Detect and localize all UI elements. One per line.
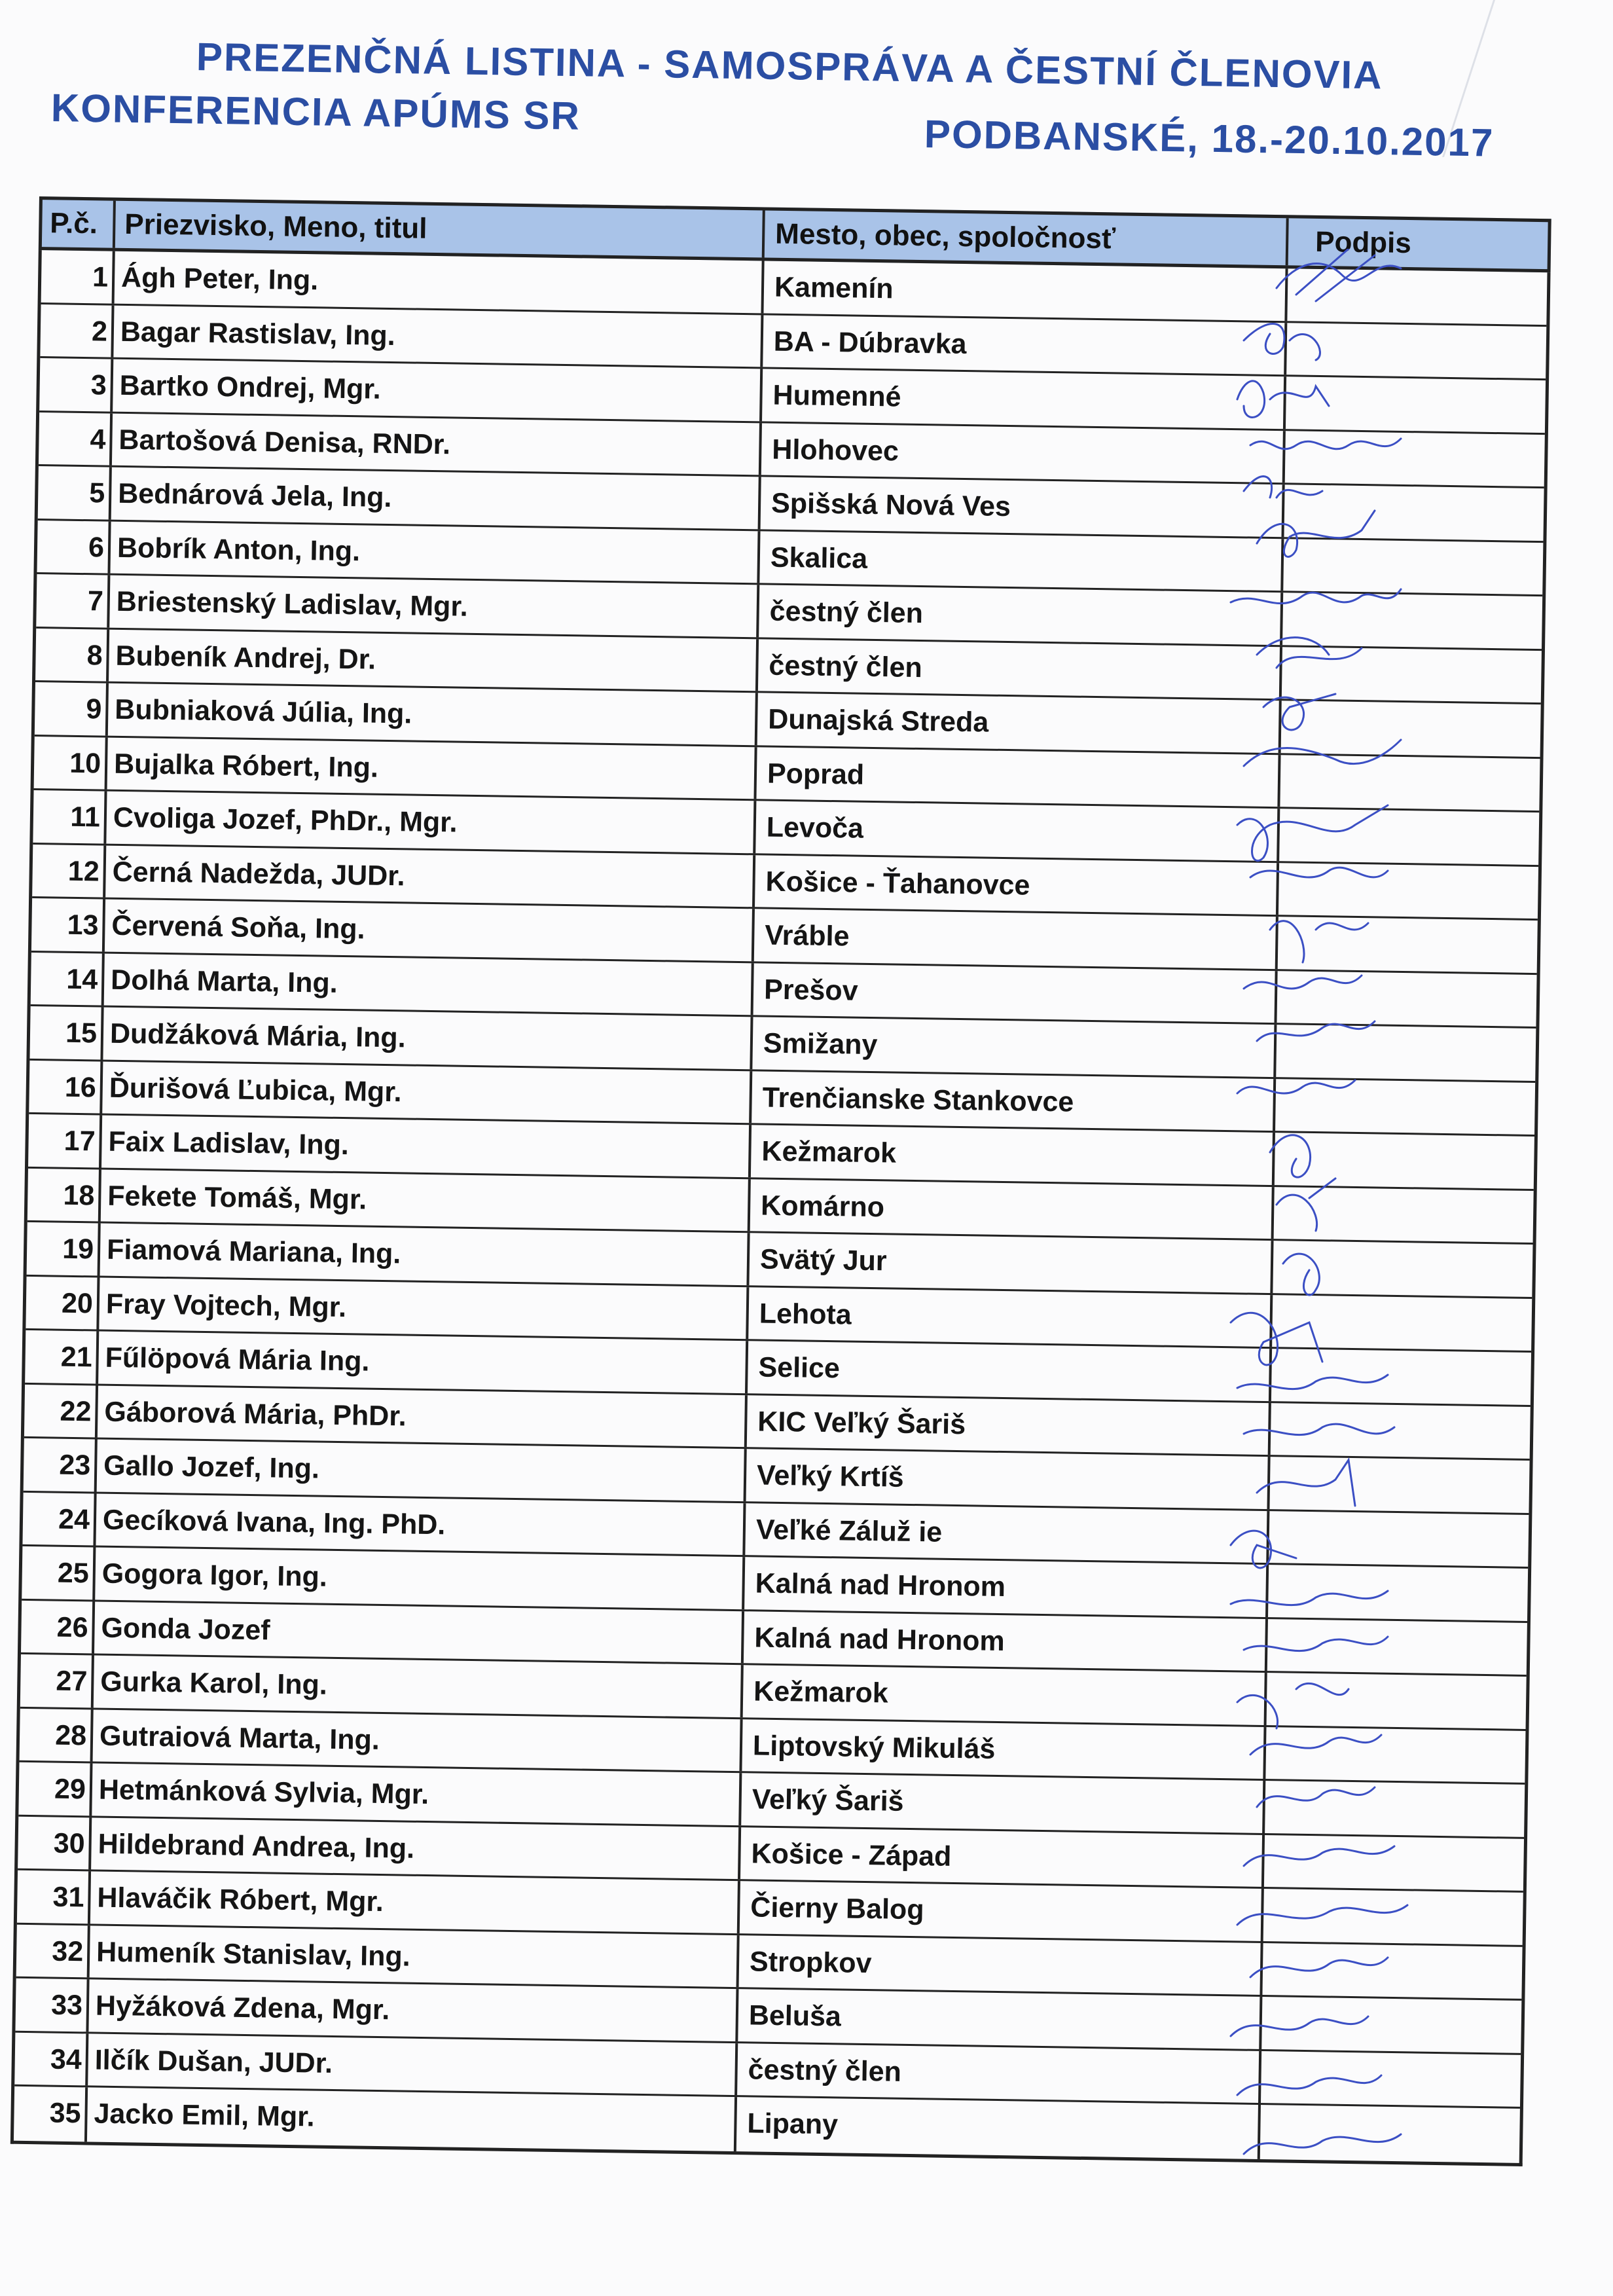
person-city: Veľký Šariš (752, 1783, 904, 1817)
column-divider (750, 1017, 753, 1069)
person-name: Faix Ladislav, Ing. (108, 1125, 350, 1161)
column-divider (88, 1871, 91, 1923)
column-divider (85, 2033, 88, 2086)
column-divider (736, 1935, 740, 1988)
signature-scribble (1237, 1683, 1349, 1728)
person-name: Ágh Peter, Ing. (120, 261, 319, 297)
column-divider (755, 639, 759, 691)
person-name: Briestenský Ladislav, Mgr. (116, 585, 469, 623)
person-city: Trenčianske Stankovce (762, 1082, 1074, 1118)
row-number: 7 (87, 585, 104, 617)
person-city: Košice - Ťahanovce (765, 866, 1030, 902)
signature-scribble (1231, 1531, 1296, 1568)
column-divider (735, 1989, 738, 2041)
person-name: Cvoliga Jozef, PhDr., Mgr. (113, 801, 458, 839)
signature-scribble (1237, 1905, 1407, 1925)
person-city: Kežmarok (753, 1675, 889, 1709)
person-name: Gogora Igor, Ing. (101, 1558, 328, 1593)
person-city: Komárno (760, 1190, 885, 1223)
person-city: KIC Veľký Šariš (757, 1405, 966, 1440)
person-name: Bobrík Anton, Ing. (117, 532, 361, 567)
column-divider (92, 1547, 96, 1599)
signature-scribble (1263, 694, 1335, 730)
person-name: Bednárová Jela, Ing. (117, 477, 392, 514)
row-number: 31 (52, 1881, 84, 1914)
person-name: Hyžáková Zdena, Mgr. (95, 1990, 390, 2026)
signature-scribble (1250, 1735, 1381, 1755)
column-divider (744, 1395, 748, 1448)
person-city: Kežmarok (761, 1135, 897, 1169)
signature-scribble (1257, 1021, 1375, 1041)
person-name: Fray Vojtech, Mgr. (105, 1288, 347, 1323)
row-number: 15 (65, 1017, 98, 1049)
signature-scribble (1244, 2134, 1401, 2154)
person-name: Černá Nadežda, JUDr. (112, 856, 405, 892)
column-divider (753, 801, 756, 853)
signature-scribble (1231, 2016, 1368, 2036)
row-number: 19 (62, 1233, 94, 1266)
row-number: 11 (70, 801, 101, 833)
signature-scribble (1237, 381, 1329, 418)
column-divider (102, 900, 105, 952)
signature-scribble (1250, 867, 1388, 877)
handwritten-signatures (1218, 249, 1493, 2246)
person-city: čestný člen (769, 595, 924, 630)
signature-scribble (1244, 975, 1362, 989)
person-city: Levoča (766, 811, 864, 845)
row-number: 25 (57, 1557, 90, 1590)
column-header-name: Priezvisko, Meno, titul (124, 208, 427, 245)
signature-scribble (1250, 1958, 1388, 1977)
person-city: Lehota (759, 1298, 852, 1331)
column-header-signature: Podpis (1314, 225, 1412, 260)
column-divider (740, 1665, 744, 1717)
signature-scribble (1231, 589, 1401, 604)
person-city: Stropkov (749, 1945, 872, 1979)
signature-scribble (1270, 921, 1368, 962)
person-name: Bagar Rastislav, Ing. (120, 316, 396, 352)
signature-scribble (1244, 477, 1322, 498)
signature-scribble (1244, 1637, 1388, 1651)
person-city: Kalná nad Hronom (755, 1567, 1006, 1603)
column-divider (98, 1224, 101, 1276)
signature-scribble (1277, 249, 1401, 301)
person-name: Bujalka Róbert, Ing. (113, 748, 379, 784)
column-divider (105, 683, 109, 736)
row-number: 24 (58, 1503, 90, 1535)
column-divider (99, 1116, 102, 1168)
signature-scribble (1237, 1375, 1388, 1389)
row-number: 18 (63, 1179, 95, 1211)
column-divider (739, 1719, 742, 1772)
row-number: 13 (67, 909, 99, 941)
person-name: Bartko Ondrej, Mgr. (119, 369, 382, 405)
row-number: 27 (56, 1665, 88, 1698)
column-divider (753, 747, 757, 799)
person-city: Dunajská Streda (767, 703, 989, 738)
person-city: BA - Dúbravka (773, 325, 967, 360)
person-city: Selice (758, 1351, 841, 1385)
column-divider (100, 1061, 103, 1114)
column-divider (761, 261, 764, 313)
person-city: čestný člen (769, 649, 923, 683)
column-divider (93, 1493, 96, 1546)
column-divider (745, 1341, 748, 1393)
location-date: PODBANSKÉ, 18.-20.10.2017 (924, 112, 1495, 165)
column-divider (751, 963, 754, 1015)
row-number: 2 (91, 315, 108, 348)
column-divider (90, 1709, 94, 1762)
person-city: Spišská Nová Ves (770, 487, 1011, 523)
person-name: Gecíková Ivana, Ing. PhD. (102, 1504, 446, 1540)
person-city: Lipany (747, 2107, 839, 2141)
column-divider (110, 359, 113, 412)
column-divider (91, 1655, 94, 1707)
person-name: Dolhá Marta, Ing. (110, 964, 338, 999)
column-divider (734, 2097, 737, 2151)
column-divider (759, 423, 762, 475)
row-number: 10 (69, 747, 101, 779)
column-divider (103, 845, 106, 898)
row-number: 35 (49, 2097, 81, 2130)
signature-scribble (1237, 805, 1388, 861)
row-number: 12 (67, 855, 100, 887)
row-number: 30 (53, 1827, 86, 1859)
row-number: 6 (88, 531, 105, 564)
column-divider (96, 1331, 99, 1383)
column-divider (755, 693, 758, 745)
column-divider (86, 1979, 89, 2032)
person-city: čestný člen (748, 2053, 902, 2088)
signature-scribble (1244, 324, 1320, 360)
column-divider (738, 1773, 742, 1825)
person-name: Humeník Stanislav, Ing. (96, 1936, 411, 1973)
person-name: Fiamová Mariana, Ing. (106, 1233, 401, 1270)
column-divider (87, 1925, 90, 1978)
row-number: 1 (92, 261, 109, 293)
person-name: Fűlöpová Mária Ing. (105, 1341, 370, 1377)
signature-scribble (1250, 439, 1401, 449)
document-title: PREZENČNÁ LISTINA - SAMOSPRÁVA A ČESTNÍ ČLENOVIA (196, 35, 1384, 98)
signature-scribble (1277, 1178, 1335, 1231)
column-divider (734, 2043, 738, 2096)
row-number: 9 (86, 693, 102, 725)
column-divider (84, 2087, 88, 2141)
row-number: 5 (89, 477, 105, 509)
column-divider (107, 521, 111, 574)
column-divider (101, 953, 105, 1006)
person-city: Svätý Jur (759, 1243, 887, 1277)
signature-scribble (1231, 1313, 1322, 1365)
person-name: Gurka Karol, Ing. (100, 1666, 328, 1701)
column-divider (89, 1763, 92, 1815)
column-divider (760, 315, 763, 367)
conference-name: KONFERENCIA APÚMS SR (50, 86, 581, 138)
column-divider (746, 1287, 749, 1339)
row-number: 21 (60, 1341, 93, 1374)
person-name: Fekete Tomáš, Mgr. (107, 1180, 367, 1216)
row-number: 34 (50, 2043, 82, 2075)
column-divider (92, 1601, 95, 1654)
column-divider (95, 1385, 98, 1438)
column-divider (746, 1233, 750, 1285)
column-divider (762, 210, 765, 257)
column-divider (742, 1503, 746, 1556)
column-header-number: P.č. (50, 207, 98, 240)
column-header-city: Mesto, obec, spoločnosť (774, 217, 1116, 255)
column-divider (748, 1125, 752, 1177)
signature-scribble (1257, 638, 1362, 668)
column-divider (752, 909, 755, 961)
column-divider (103, 792, 107, 844)
row-number: 29 (54, 1773, 86, 1806)
person-name: Gáborová Mária, PhDr. (104, 1396, 407, 1432)
signature-scribble (1237, 1080, 1355, 1093)
person-name: Jacko Emil, Mgr. (94, 2098, 315, 2133)
person-city: Humenné (772, 379, 901, 413)
row-number: 28 (54, 1719, 87, 1751)
person-name: Hlaváčik Róbert, Mgr. (97, 1882, 384, 1918)
column-divider (756, 585, 759, 637)
column-divider (96, 1277, 100, 1330)
column-divider (98, 1169, 101, 1222)
column-divider (749, 1071, 752, 1123)
signature-scribble (1244, 1424, 1394, 1434)
column-divider (741, 1611, 744, 1664)
person-name: Bubeník Andrej, Dr. (115, 640, 376, 676)
column-divider (105, 737, 108, 790)
person-city: Košice - Západ (751, 1837, 952, 1872)
person-name: Ilčík Dušan, JUDr. (94, 2044, 333, 2079)
column-divider (94, 1439, 98, 1491)
signatures-area (1218, 249, 1493, 2246)
signature-scribble (1257, 1460, 1355, 1506)
person-name: Červená Soňa, Ing. (111, 909, 365, 945)
person-name: Gallo Jozef, Ing. (103, 1449, 320, 1485)
person-city: Smižany (763, 1027, 878, 1061)
signature-scribble (1231, 1591, 1388, 1605)
column-divider (111, 305, 114, 357)
column-divider (109, 413, 113, 465)
row-number: 23 (59, 1449, 91, 1482)
row-number: 3 (90, 369, 107, 401)
column-divider (112, 251, 115, 304)
column-divider (742, 1557, 745, 1609)
person-name: Hildebrand Andrea, Ing. (98, 1828, 415, 1865)
column-divider (107, 575, 110, 628)
row-number: 16 (64, 1071, 97, 1103)
person-city: Veľký Krtíš (756, 1459, 905, 1493)
person-name: Dudžáková Mária, Ing. (109, 1017, 406, 1054)
person-city: Poprad (767, 757, 865, 791)
row-number: 4 (90, 423, 106, 456)
person-name: Bubniaková Júlia, Ing. (115, 693, 412, 730)
person-city: Prešov (763, 974, 858, 1007)
column-divider (759, 369, 763, 421)
signature-scribble (1237, 2075, 1381, 2095)
person-city: Hlohovec (772, 433, 899, 467)
person-city: Skalica (770, 541, 868, 575)
column-divider (106, 629, 109, 682)
column-divider (752, 855, 755, 907)
row-number: 22 (60, 1395, 92, 1427)
person-name: Bartošová Denisa, RNDr. (118, 424, 451, 460)
person-city: Beluša (748, 1999, 842, 2033)
person-city: Kamenín (774, 271, 894, 305)
person-city: Vráble (765, 919, 850, 953)
column-divider (113, 201, 116, 248)
row-number: 17 (63, 1125, 96, 1157)
row-number: 8 (86, 639, 103, 672)
column-divider (737, 1881, 740, 1933)
column-divider (758, 477, 761, 529)
person-name: Hetmánková Sylvia, Mgr. (98, 1774, 429, 1811)
signature-scribble (1244, 740, 1401, 766)
column-divider (748, 1179, 751, 1231)
signature-scribble (1283, 1254, 1319, 1295)
signature-scribble (1257, 1787, 1375, 1807)
signature-scribble (1244, 1846, 1394, 1866)
column-divider (744, 1449, 747, 1501)
person-city: Čierny Balog (750, 1891, 924, 1926)
signature-scribble (1270, 1135, 1311, 1177)
person-name: Gonda Jozef (101, 1612, 270, 1646)
row-number: 20 (61, 1287, 94, 1319)
column-divider (757, 531, 760, 583)
person-name: Ďurišová Ľubica, Mgr. (109, 1072, 402, 1108)
row-number: 32 (52, 1935, 84, 1967)
person-city: Kalná nad Hronom (754, 1621, 1006, 1657)
column-divider (109, 467, 112, 520)
person-city: Liptovský Mikuláš (752, 1729, 996, 1765)
row-number: 26 (56, 1611, 88, 1643)
row-number: 14 (66, 963, 98, 995)
row-number: 33 (50, 1989, 83, 2022)
column-divider (100, 1008, 103, 1060)
column-divider (88, 1817, 92, 1870)
signature-scribble (1257, 511, 1375, 556)
person-city: Veľké Záluž ie (755, 1513, 943, 1548)
person-name: Gutraiová Marta, Ing. (99, 1720, 380, 1756)
column-divider (738, 1827, 741, 1880)
